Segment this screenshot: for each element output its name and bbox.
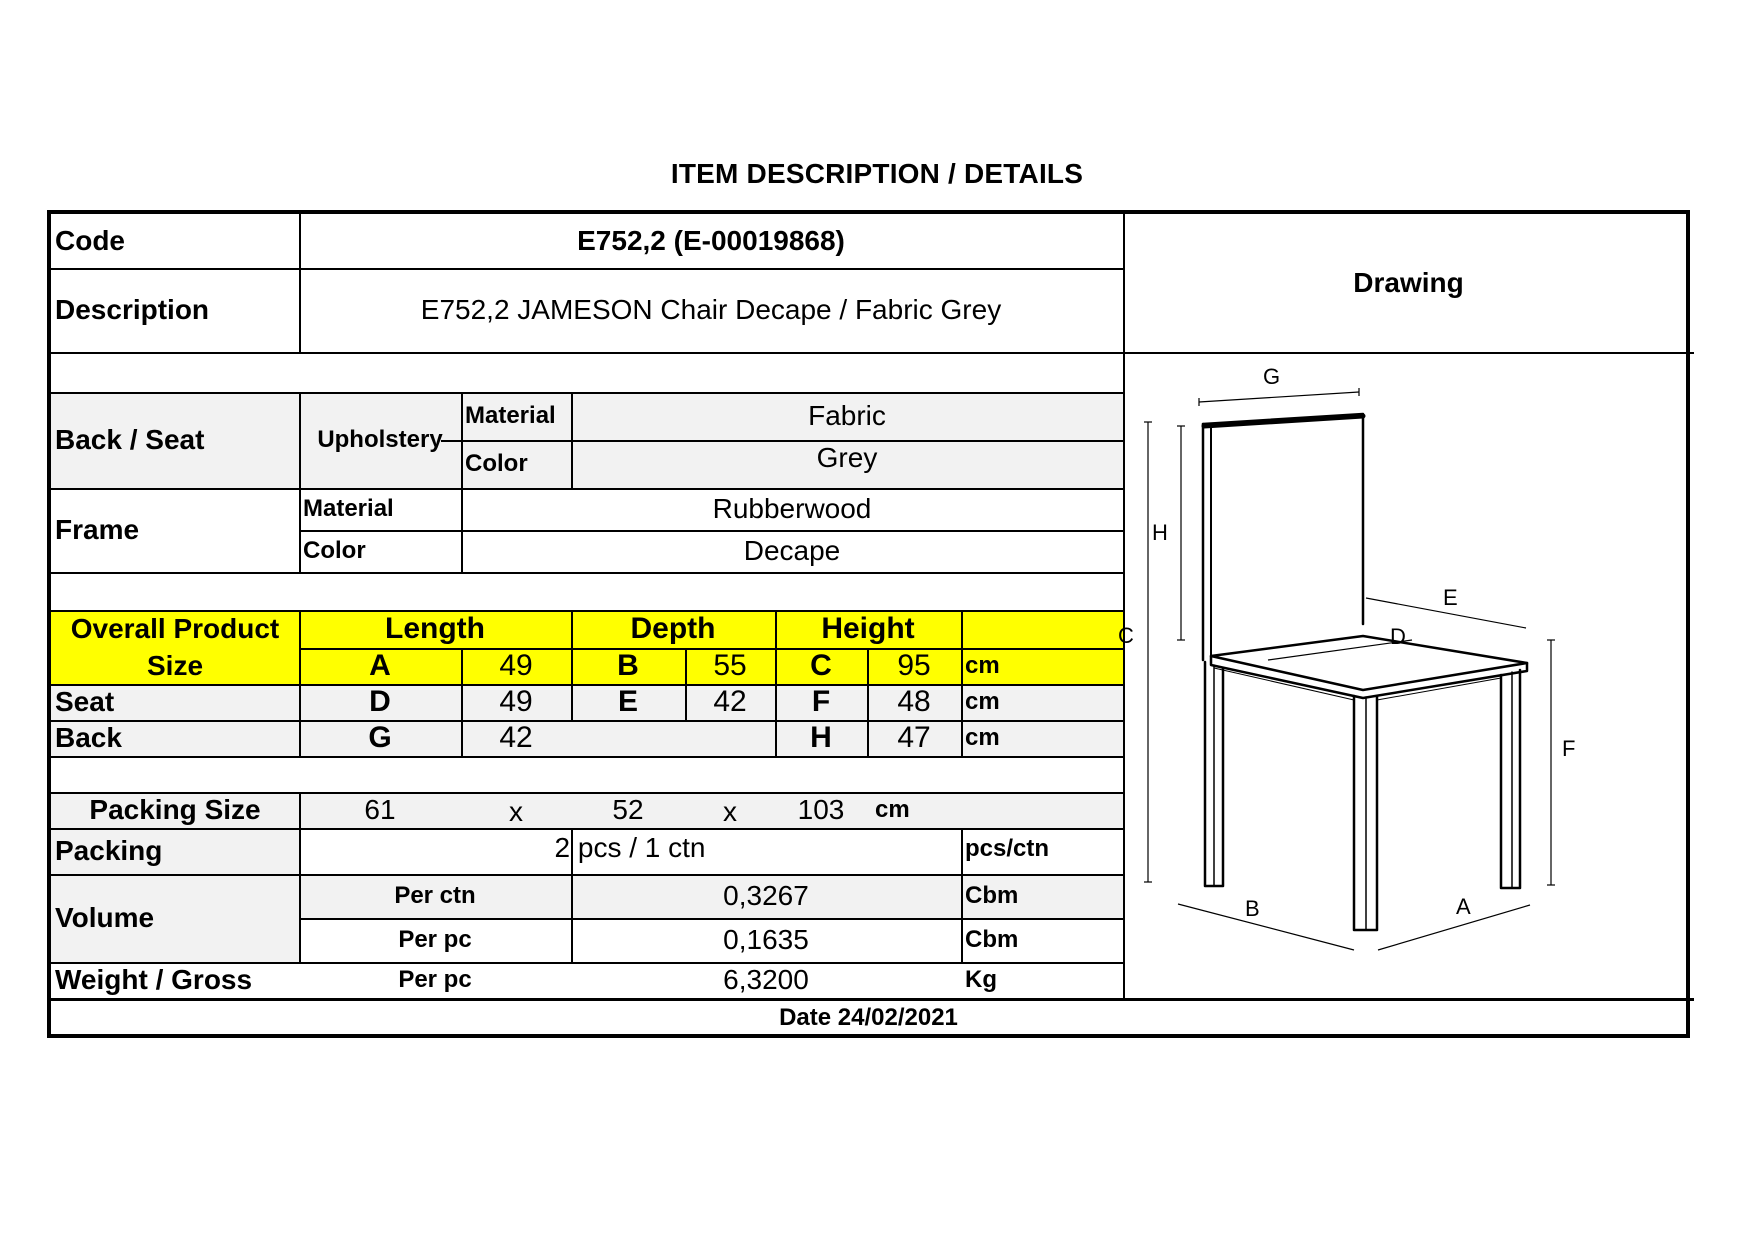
overall-label-line1: Overall Product xyxy=(70,613,280,644)
chair-drawing xyxy=(1116,350,1686,1000)
drawing-letter-g: G xyxy=(1263,364,1281,389)
volume-per-ctn-unit: Cbm xyxy=(965,882,1019,909)
sheet-title: ITEM DESCRIPTION / DETAILS xyxy=(670,158,1084,189)
frame-material-label: Material xyxy=(303,495,394,522)
dim-f-value: 48 xyxy=(897,685,931,718)
weight-unit: Kg xyxy=(965,966,997,993)
volume-per-ctn-value: 0,3267 xyxy=(723,880,809,911)
date-label: Date 24/02/2021 xyxy=(779,1004,958,1031)
back-label: Back xyxy=(55,722,122,753)
upholstery-label: Upholstery xyxy=(317,426,443,453)
description-value: E752,2 JAMESON Chair Decape / Fabric Grey xyxy=(420,294,1002,325)
packing-x-1: x xyxy=(509,796,523,827)
dim-h-value: 47 xyxy=(897,721,931,754)
packing-length: 61 xyxy=(364,794,396,825)
dim-h-letter: H xyxy=(810,721,832,754)
drawing-letter-f: F xyxy=(1562,736,1576,761)
drawing-letter-c: C xyxy=(1118,623,1134,648)
drawing-letter-b: B xyxy=(1245,896,1260,921)
seat-unit: cm xyxy=(965,688,1000,715)
packing-x-2: x xyxy=(723,796,737,827)
overall-unit: cm xyxy=(965,652,1000,679)
dim-a-value: 49 xyxy=(499,649,533,682)
weight-label: Weight / Gross xyxy=(55,964,253,995)
weight-value: 6,3200 xyxy=(723,964,809,995)
drawing-letter-h: H xyxy=(1152,520,1168,545)
back-seat-material-value: Fabric xyxy=(808,400,886,431)
volume-label: Volume xyxy=(55,902,155,933)
dim-c-letter: C xyxy=(810,649,832,682)
overall-label-line2: Size xyxy=(146,650,204,681)
volume-per-pc-unit: Cbm xyxy=(965,926,1019,953)
back-seat-label: Back / Seat xyxy=(55,424,205,455)
drawing-letter-e: E xyxy=(1443,585,1458,610)
drawing-letter-d: D xyxy=(1390,624,1406,649)
back-unit: cm xyxy=(965,724,1000,751)
description-label: Description xyxy=(55,294,210,325)
back-seat-color-value: Grey xyxy=(816,442,878,473)
packing-height: 103 xyxy=(797,794,845,825)
dim-d-letter: D xyxy=(369,685,391,718)
dim-a-letter: A xyxy=(369,649,391,682)
weight-per-pc-label: Per pc xyxy=(398,966,472,993)
frame-material-value: Rubberwood xyxy=(712,493,872,524)
drawing-letter-a: A xyxy=(1456,894,1471,919)
dim-c-value: 95 xyxy=(897,649,931,682)
dim-d-value: 49 xyxy=(499,685,533,718)
frame-label: Frame xyxy=(55,514,140,545)
packing-size-label: Packing Size xyxy=(89,794,261,825)
dim-b-letter: B xyxy=(617,649,639,682)
height-label: Height xyxy=(821,612,915,645)
back-seat-color-label: Color xyxy=(465,450,528,477)
frame-color-label: Color xyxy=(303,537,366,564)
packing-width: 52 xyxy=(612,794,644,825)
seat-label: Seat xyxy=(55,686,115,717)
packing-label: Packing xyxy=(55,835,163,866)
volume-per-pc-label: Per pc xyxy=(398,926,472,953)
packing-value: 2 pcs / 1 ctn xyxy=(554,832,706,863)
dim-b-value: 55 xyxy=(713,649,747,682)
dim-f-letter: F xyxy=(811,685,831,718)
code-value: E752,2 (E-00019868) xyxy=(577,225,845,256)
dim-e-value: 42 xyxy=(713,685,747,718)
volume-per-pc-value: 0,1635 xyxy=(723,924,809,955)
dim-e-letter: E xyxy=(617,685,638,718)
dim-g-letter: G xyxy=(368,721,392,754)
length-label: Length xyxy=(385,612,485,645)
code-label: Code xyxy=(55,225,125,256)
drawing-label: Drawing xyxy=(1353,267,1464,298)
dim-g-value: 42 xyxy=(499,721,533,754)
packing-size-unit: cm xyxy=(875,796,910,823)
back-seat-material-label: Material xyxy=(465,402,556,429)
packing-unit: pcs/ctn xyxy=(965,835,1050,862)
volume-per-ctn-label: Per ctn xyxy=(394,882,476,909)
frame-color-value: Decape xyxy=(743,535,841,566)
depth-label: Depth xyxy=(630,612,716,645)
